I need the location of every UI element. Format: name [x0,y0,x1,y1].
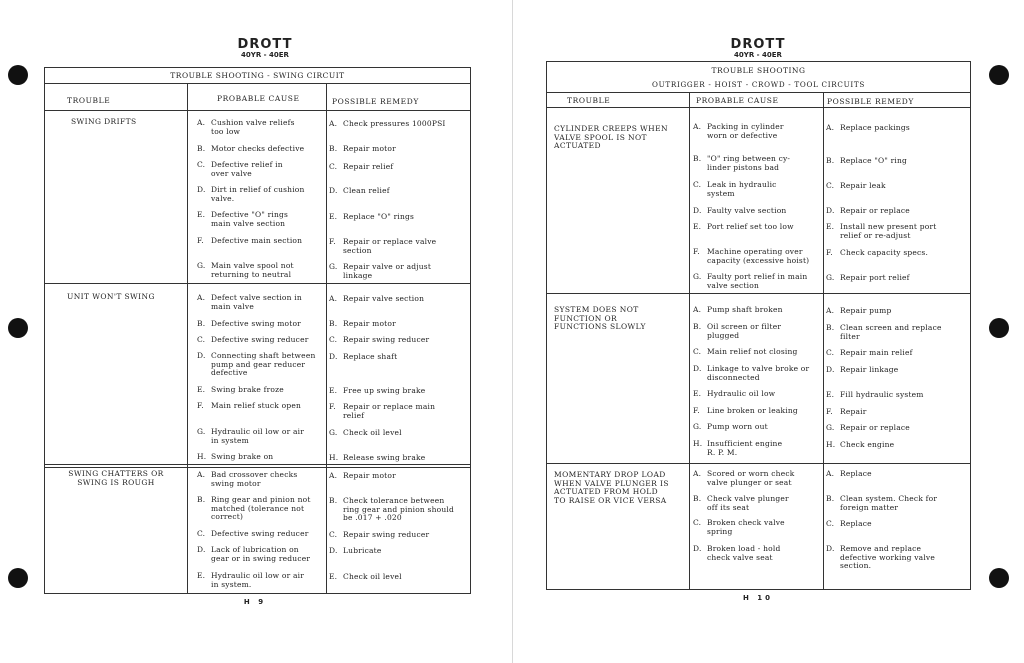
remedy-item: D. Clean relief [329,186,390,195]
remedy-item: G. Check oil level [329,428,402,437]
remedy-item: B. Repair motor [329,319,396,328]
trouble-cylinder-creeps: CYLINDER CREEPS WHEN VALVE SPOOL IS NOT ACTUATED [554,124,668,150]
cause-item: E. Port relief set too low [693,222,794,231]
remedy-item: C. Repair swing reducer [329,335,430,344]
remedy-item: B. Replace "O" ring [826,156,908,165]
table-caption: TROUBLE SHOOTING - SWING CIRCUIT [170,71,345,80]
cause-item: F. Main relief stuck open [197,401,301,410]
cause-item: B. "O" ring between cy- linder pistons bad [693,154,791,172]
cause-item: A. Pump shaft broken [693,305,783,314]
remedy-item: A. Check pressures 1000PSI [329,119,446,128]
remedy-item: C. Repair main relief [826,348,913,357]
cause-item: F. Line broken or leaking [693,406,798,415]
right-page [512,0,1024,663]
remedy-item: G. Repair valve or adjust linkage [329,262,432,280]
remedy-item: D. Replace shaft [329,352,398,361]
cause-item: E. Hydraulic oil low or air in system. [197,571,305,589]
header-probable-cause: PROBABLE CAUSE [217,94,300,103]
remedy-item: A. Replace packings [826,123,910,132]
remedy-item: A. Repair motor [329,471,396,480]
cause-item: E. Defective "O" rings main valve section [197,210,289,228]
trouble-swing-drifts: SWING DRIFTS [71,117,137,126]
remedy-item: F. Check capacity specs. [826,248,929,257]
remedy-item: B. Repair motor [329,144,396,153]
remedy-item: D. Lubricate [329,546,382,555]
cause-item: B. Motor checks defective [197,144,305,153]
header-probable-cause: PROBABLE CAUSE [696,96,779,105]
remedy-item: A. Replace [826,469,872,478]
remedy-item: G. Repair or replace [826,423,910,432]
cause-item: E. Swing brake froze [197,385,284,394]
cause-item: C. Main relief not closing [693,347,798,356]
cause-item: D. Lack of lubrication on gear or in swing reducer [197,545,311,563]
remedy-item: E. Free up swing brake [329,386,426,395]
remedy-item: G. Repair port relief [826,273,910,282]
cause-item: C. Defective relief in over valve [197,160,283,178]
page-number: H 10 [742,594,774,602]
model-number: 40YR - 40ER [734,51,782,59]
remedy-item: E. Install new present port relief or re-adjust [826,222,937,240]
remedy-item: D. Repair linkage [826,365,899,374]
cause-item: G. Pump worn out [693,422,768,431]
table-subcaption: OUTRIGGER - HOIST - CROWD - TOOL CIRCUITS [651,80,865,89]
trouble-momentary-drop-load: MOMENTARY DROP LOAD WHEN VALVE PLUNGER IS ACTUATED FROM HOLD TO RAISE OR VICE VERSA [554,470,669,505]
trouble-unit-wont-swing: UNIT WON'T SWING [67,292,155,301]
cause-item: G. Hydraulic oil low or air in system [197,427,305,445]
header-trouble: TROUBLE [567,96,611,105]
remedy-item: B. Check tolerance between ring gear and pinion should be .017 + .020 [329,496,454,522]
trouble-table [546,61,971,590]
header-trouble: TROUBLE [67,96,111,105]
binder-hole-bottom [8,568,28,588]
remedy-item: D. Repair or replace [826,206,910,215]
remedy-item: E. Replace "O" rings [329,212,415,221]
cause-item: C. Broken check valve spring [693,518,785,536]
cause-item: B. Oil screen or filter plugged [693,322,782,340]
header-possible-remedy: POSSIBLE REMEDY [827,97,914,106]
cause-item: C. Leak in hydraulic system [693,180,777,198]
cause-item: A. Packing in cylinder worn or defective [693,122,784,140]
trouble-swing-chatters: SWING CHATTERS OR SWING IS ROUGH [68,469,164,487]
page-number: H 9 [243,598,267,606]
cause-item: C. Defective swing reducer [197,335,309,344]
remedy-item: F. Repair or replace valve section [329,237,437,255]
remedy-item: E. Check oil level [329,572,402,581]
cause-item: A. Cushion valve reliefs too low [197,118,295,136]
cause-item: C. Defective swing reducer [197,529,309,538]
cause-item: G. Main valve spool not returning to neutral [197,261,294,279]
binder-hole-top [989,65,1009,85]
trouble-system-does-not-function: SYSTEM DOES NOT FUNCTION OR FUNCTIONS SLOWLY [554,305,646,331]
remedy-item: A. Repair valve section [329,294,425,303]
remedy-item: E. Fill hydraulic system [826,390,924,399]
remedy-item: D. Remove and replace defective working valve section. [826,544,935,570]
trouble-table [44,67,471,594]
remedy-item: C. Repair leak [826,181,886,190]
binder-hole-top [8,65,28,85]
remedy-item: B. Clean screen and replace filter [826,323,942,341]
cause-item: D. Broken load - hold check valve seat [693,544,781,562]
cause-item: B. Ring gear and pinion not matched (tolerance not correct) [197,495,311,521]
remedy-item: B. Clean system. Check for foreign matter [826,494,938,512]
cause-item: D. Dirt in relief of cushion valve. [197,185,305,203]
remedy-item: F. Repair [826,407,867,416]
cause-item: H. Insufficient engine R. P. M. [693,439,783,457]
binder-hole-middle [989,318,1009,338]
remedy-item: C. Repair swing reducer [329,530,430,539]
cause-item: H. Swing brake on [197,452,274,461]
model-number: 40YR - 40ER [241,51,289,59]
remedy-item: H. Check engine [826,440,895,449]
cause-item: D. Connecting shaft between pump and gear reducer defective [197,351,316,377]
remedy-item: A. Repair pump [826,306,892,315]
cause-item: B. Defective swing motor [197,319,301,328]
cause-item: D. Linkage to valve broke or disconnected [693,364,810,382]
brand-name: DROTT [237,37,293,52]
brand-name: DROTT [730,37,786,52]
cause-item: A. Scored or worn check valve plunger or seat [693,469,795,487]
cause-item: D. Faulty valve section [693,206,787,215]
remedy-item: C. Replace [826,519,872,528]
table-caption: TROUBLE SHOOTING [711,66,806,75]
cause-item: A. Bad crossover checks swing motor [197,470,298,488]
brand-header [693,38,823,60]
binder-hole-middle [8,318,28,338]
remedy-item: H. Release swing brake [329,453,426,462]
cause-item: F. Machine operating over capacity (excessive hoist) [693,247,810,265]
brand-header [200,38,330,60]
cause-item: B. Check valve plunger off its seat [693,494,789,512]
remedy-item: F. Repair or replace main relief [329,402,436,420]
cause-item: A. Defect valve section in main valve [197,293,302,311]
cause-item: E. Hydraulic oil low [693,389,776,398]
header-possible-remedy: POSSIBLE REMEDY [332,97,419,106]
remedy-item: C. Repair relief [329,162,394,171]
binder-hole-bottom [989,568,1009,588]
cause-item: G. Faulty port relief in main valve section [693,272,808,290]
cause-item: F. Defective main section [197,236,303,245]
